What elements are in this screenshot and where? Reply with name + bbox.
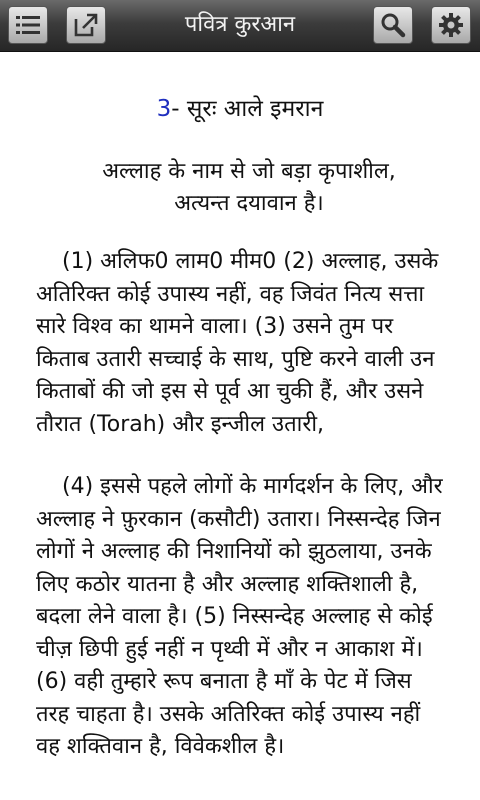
page-title: पवित्र कुरआन xyxy=(184,12,296,37)
share-export-icon xyxy=(72,11,100,39)
surah-number: 3 xyxy=(156,96,172,122)
top-action-bar xyxy=(0,0,480,52)
search-icon xyxy=(379,11,407,39)
bismillah-line-1: अल्लाह के नाम से जो बड़ा कृपाशील, xyxy=(102,159,396,184)
surah-title: - सूरः आले इमरान xyxy=(171,96,324,122)
menu-button[interactable] xyxy=(8,6,48,44)
gear-icon xyxy=(437,11,465,39)
settings-button[interactable] xyxy=(431,6,471,44)
reading-content[interactable] xyxy=(0,52,480,800)
bismillah-line-2: अत्यन्त दयावान है। xyxy=(174,191,324,216)
verse-paragraph-1: (1) अलिफ0 लाम0 मीम0 (2) अल्लाह, उसके अतिरिक्त कोई उपास्य नहीं, वह जिवंत नित्य सत्ता सारे विश्व का थामने वाला। (3) उसने तुम पर किताब उतारी सच्चाई के साथ, पुष्टि करने वाली उन किताबों की जो इस से पूर्व आ चुकी हैं, और उसने तौरात (Torah) और इन्जील उतारी, xyxy=(36,249,439,437)
bismillah xyxy=(36,156,444,220)
list-menu-icon xyxy=(14,13,42,37)
share-button[interactable] xyxy=(66,6,106,44)
search-button[interactable] xyxy=(373,6,413,44)
surah-heading xyxy=(36,92,444,126)
verse-paragraph-2: (4) इससे पहले लोगों के मार्गदर्शन के लिए, और अल्लाह ने फ़ुरकान (कसौटी) उतारा। निस्सन्देह जिन लोगों ने अल्लाह की निशानियों को झुठलाया, उनके लिए कठोर यातना है और अल्लाह शक्तिशाली है, बदला लेने वाला है। (5) निस्सन्देह अल्लाह से कोई चीज़ छिपी हुई नहीं न पृथ्वी में और न आकाश में। (6) वही तुम्हारे रूप बनाता है माँ के पेट में जिस तरह चाहता है। उसके अतिरिक्त कोई उपास्य नहीं वह शक्तिवान है, विवेकशील है। xyxy=(36,474,443,759)
